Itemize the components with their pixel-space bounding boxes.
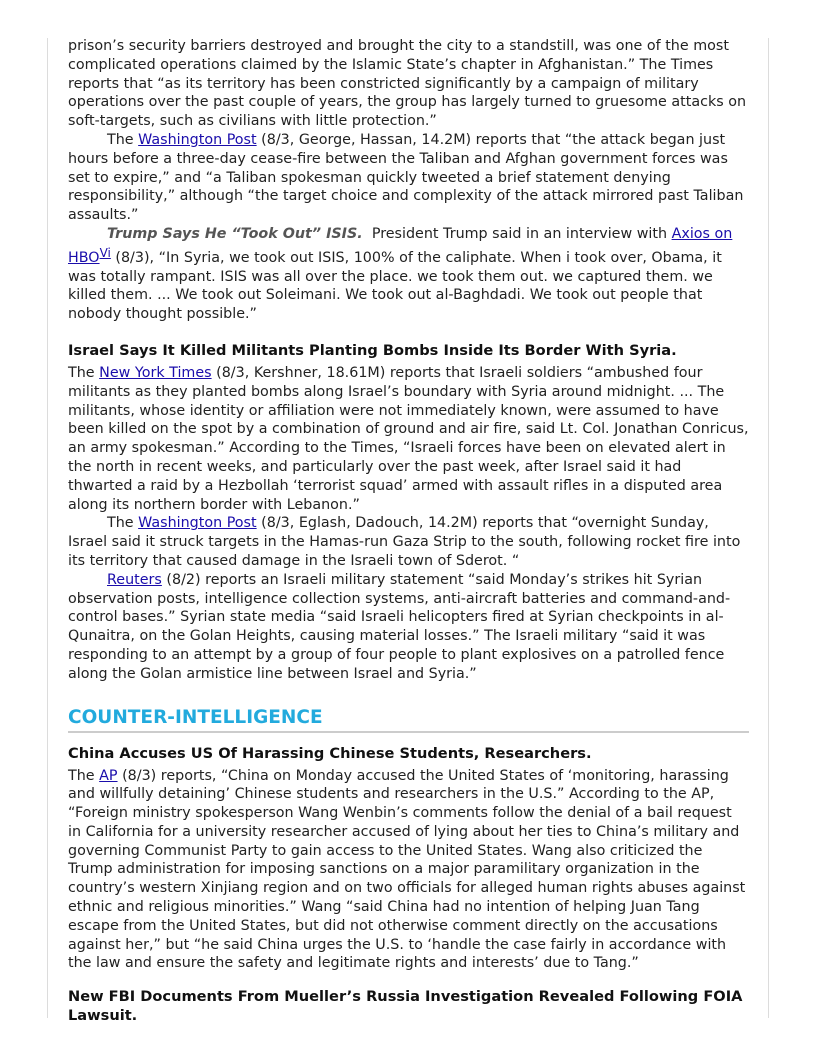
headline-fbi-documents: New FBI Documents From Mueller’s Russia Investigation Revealed Following FOIA Lawsuit. [68,988,743,1025]
paragraph-trump-isis: Trump Says He “Took Out” ISIS. President Trump said in an interview with Axios on $HBO^{Vi}$ (8/3), “In Syria, we took out ISIS, 100% of the caliphate. When i took over, Obama, it was totally rampant. ISIS was all over the place. we took them out. we captured them. we killed them. ... We took out Soleimani. We took out al-Baghdadi. We took out people that nobody thought possible.” [68,225,733,323]
headline-china-students: China Accuses US Of Harassing Chinese Students, Researchers. [68,744,592,762]
washington-post-gaza-link[interactable]: Washington Post [138,515,257,532]
paragraph-reuters-syria: Reuters (8/2) reports an Israeli military statement “said Monday’s strikes hit Syrian observation posts, intelligence collection systems, anti-aircraft batteries and command-and-control bases.” Syrian state media “said Israeli helicopters fired at Syrian checkpoints in al-Qunaitra, on the Golan Heights, causing material losses.” The Israeli military “said it was responding to an attempt by a group of four people to plant explosives on a patrolled fence along the Golan armistice line between Israel and Syria.” [68,571,731,682]
paragraph-isis-attack: prison’s security barriers destroyed and brought the city to a standstill, was one of the most complicated operations claimed by the Islamic State’s chapter in Afghanistan.” The Times reports that “as its territory has been constricted significantly by a campaign of military operations over the past couple of years, the group has largely turned to gruesome attacks on soft-targets, such as civilians with little protection.” [68,38,747,130]
axios-on-hbo-link[interactable]: Axios on HBO [68,225,733,266]
left-margin-rule [47,38,48,1018]
video-marker-link[interactable]: Vi [99,245,111,260]
paragraph-washington-post-attack: The Washington Post (8/3, George, Hassan, 14.2M) reports that “the attack began just hours before a three-day cease-fire between the Taliban and Afghan government forces was set to expire,” and “a Taliban spokesman quickly tweeted a brief statement denying responsibility,” although “the target choice and complexity of the attack mirrored past Taliban assaults.” [68,131,744,224]
section-title-counter-intelligence: COUNTER-INTELLIGENCE [68,706,749,733]
new-york-times-link[interactable]: New York Times [99,364,212,381]
right-margin-rule [768,38,769,1018]
reuters-link[interactable]: Reuters [107,571,162,588]
paragraph-ap-china: The AP (8/3) reports, “China on Monday accused the United States of ‘monitoring, harassing and willfully detaining’ Chinese students and researchers in the U.S.” According to the AP, “Foreign ministry spokesperson Wang Wenbin’s comments follow the denial of a bail request in California for a university researcher accused of lying about her ties to China’s military and governing Communist Party to gain access to the United States. Wang also criticized the Trump administration for imposing sanctions on a major paramilitary organization in the country’s western Xinjiang region and on two officials for alleged human rights abuses against ethnic and religious minorities.” Wang “said China had no intention of helping Juan Tang escape from the United States, but did not otherwise comment directly on the accusations against her,” but “he said China urges the U.S. to ‘handle the case fairly in accordance with the law and ensure the safety and legitimate rights and interests’ due to Tang.” [68,767,746,972]
headline-israel-militants: Israel Says It Killed Militants Planting Bombs Inside Its Border With Syria. [68,341,677,359]
newsletter-body [68,37,749,1025]
paragraph-nyt-israel: The New York Times (8/3, Kershner, 18.61M) reports that Israeli soldiers “ambushed four militants as they planted bombs along Israel’s boundary with Syria around midnight. ... The militants, whose identity or affiliation were not immediately known, were assumed to have been killed on the spot by a combination of ground and air fire, said Lt. Col. Jonathan Conricus, an army spokesman.” According to the Times, “Israeli forces have been on elevated alert in the north in recent weeks, and particularly over the past week, after Israel said it had thwarted a raid by a Hezbollah ‘terrorist squad’ armed with assault rifles in a disputed area along its northern border with Lebanon.” [68,364,749,513]
story-lede: Trump Says He “Took Out” ISIS. [107,225,363,242]
washington-post-link[interactable]: Washington Post [138,131,257,148]
paragraph-washington-post-gaza: The Washington Post (8/3, Eglash, Dadouch, 14.2M) reports that “overnight Sunday, Israel said it struck targets in the Hamas-run Gaza Strip to the south, following rocket fire into its territory that caused damage in the Israeli town of Sderot. “ [68,515,741,569]
ap-link[interactable]: AP [99,767,118,784]
